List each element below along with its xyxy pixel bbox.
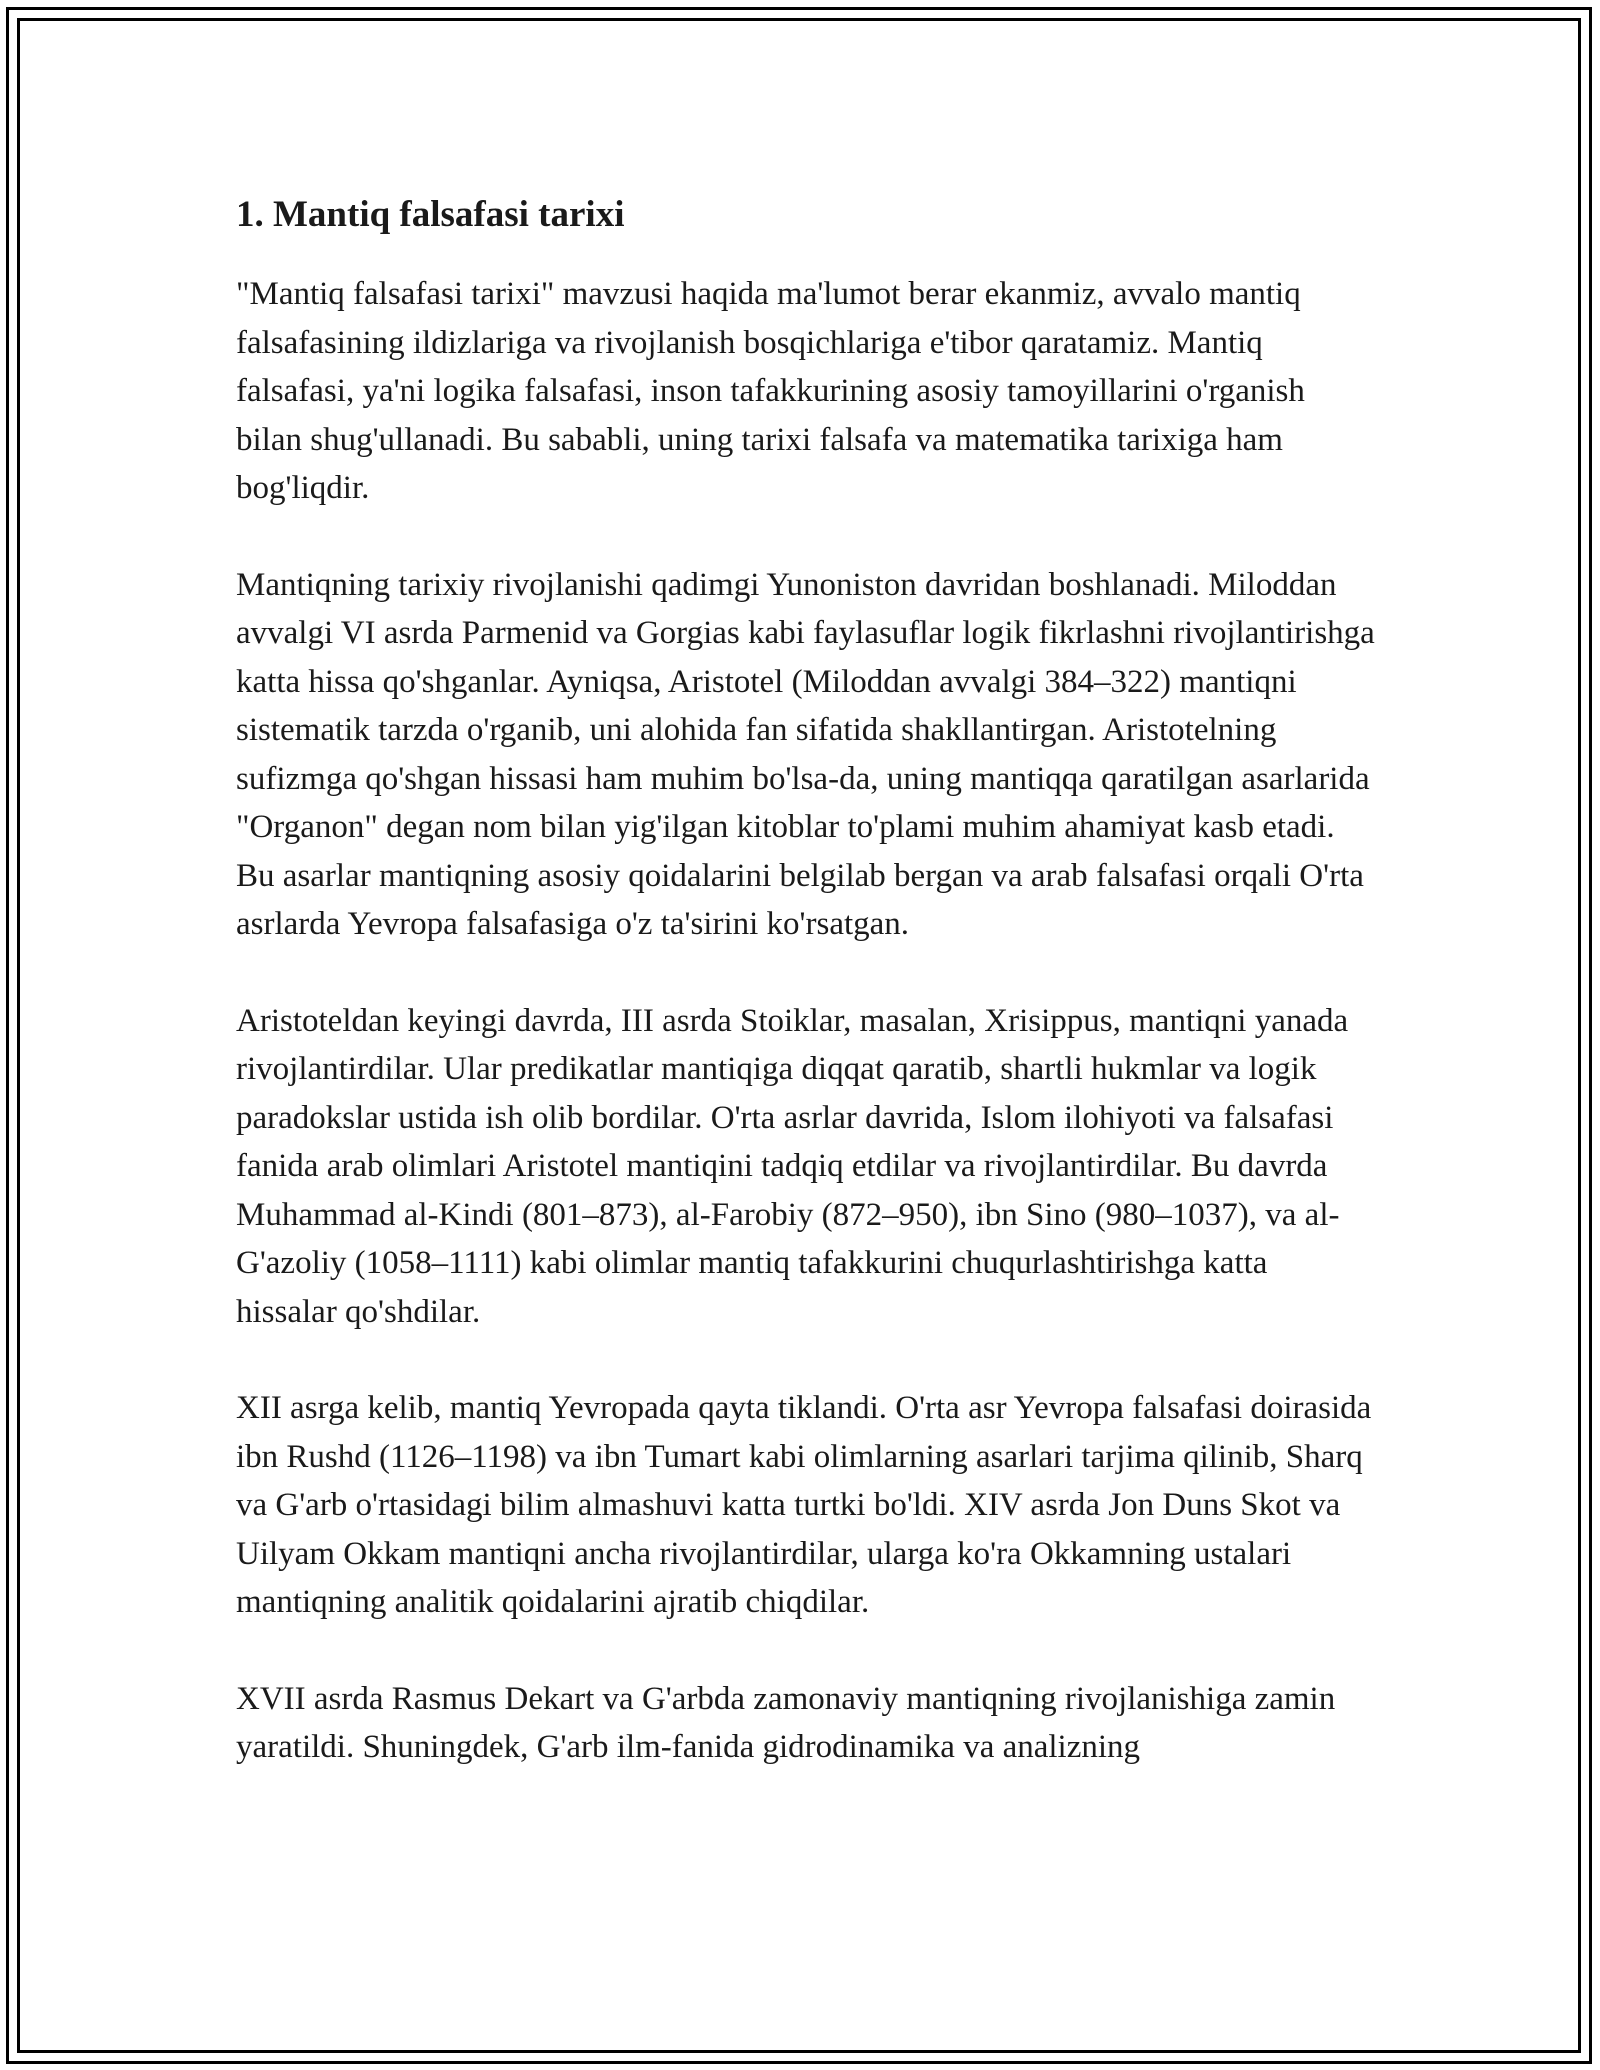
paragraph-intro: "Mantiq falsafasi tarixi" mavzusi haqida ma'lumot berar ekanmiz, avvalo mantiq falsafasining ildizlariga va rivojlanish bosqichlariga e'tibor qaratamiz. Mantiq falsafasi, ya'ni logika falsafasi, inson tafakkurining asosiy tamoyillarini o'rganish bilan shug'ullanadi. Bu sababli, uning tarixi falsafa va matematika tarixiga ham bog'liqdir. — [236, 276, 1305, 506]
paragraph-medieval-europe: XII asrga kelib, mantiq Yevropada qayta tiklandi. O'rta asr Yevropa falsafasi doirasida ibn Rushd (1126–1198) va ibn Tumart kabi olimlarning asarlari tarjima qilinib, Sharq va G'arb o'rtasidagi bilim almashuvi katta turtki bo'ldi. XIV asrda Jon Duns Skot va Uilyam Okkam mantiqni ancha rivojlantirdilar, ularga ko'ra Okkamning ustalari mantiqning analitik qoidalarini ajratib chiqdilar. — [236, 1390, 1372, 1620]
document-body — [236, 188, 1376, 1820]
section-heading: 1. Mantiq falsafasi tarixi — [236, 194, 625, 235]
paragraph-stoics-islamic: Aristoteldan keyingi davrda, III asrda Stoiklar, masalan, Xrisippus, mantiqni yanada rivojlantirdilar. Ular predikatlar mantiqiga diqqat qaratib, shartli hukmlar va logik paradokslar ustida ish olib bordilar. O'rta asrlar davrida, Islom ilohiyoti va falsafasi fanida arab olimlari Aristotel mantiqini tadqiq etdilar va rivojlantirdilar. Bu davrda Muhammad al-Kindi (801–873), al-Farobiy (872–950), ibn Sino (980–1037), va al-G'azoliy (1058–1111) kabi olimlar mantiq tafakkurini chuqurlashtirishga katta hissalar qo'shdilar. — [236, 1002, 1349, 1330]
paragraph-ancient-greece: Mantiqning tarixiy rivojlanishi qadimgi Yunoniston davridan boshlanadi. Miloddan avvalgi VI asrda Parmenid va Gorgias kabi faylasuflar logik fikrlashni rivojlantirishga katta hissa qo'shganlar. Ayniqsa, Aristotel (Miloddan avvalgi 384–322) mantiqni sistematik tarzda o'rganib, uni alohida fan sifatida shakllantirgan. Aristotelning sufizmga qo'shgan hissasi ham muhim bo'lsa-da, uning mantiqqa qaratilgan asarlarida "Organon" degan nom bilan yig'ilgan kitoblar to'plami muhim ahamiyat kasb etadi. Bu asarlar mantiqning asosiy qoidalarini belgilab bergan va arab falsafasi orqali O'rta asrlarda Yevropa falsafasiga o'z ta'sirini ko'rsatgan. — [236, 566, 1375, 942]
paragraph-modern-logic: XVII asrda Rasmus Dekart va G'arbda zamonaviy mantiqning rivojlanishiga zamin yaratildi. Shuningdek, G'arb ilm-fanida gidrodinamika va analizning — [236, 1680, 1336, 1765]
